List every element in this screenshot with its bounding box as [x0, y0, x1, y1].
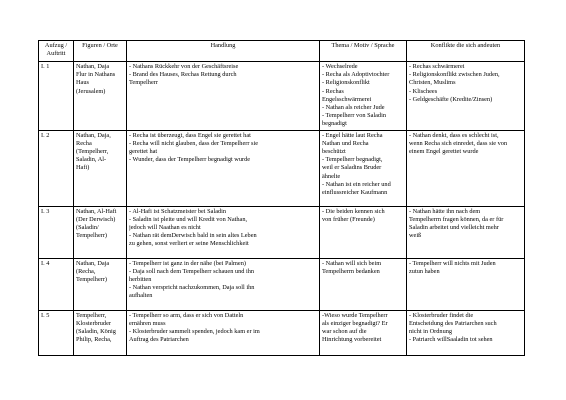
cell-line: - Recha ist überzeugt, dass Engel sie gerettet hat	[129, 131, 251, 139]
cell-line: Nathan und Recha	[322, 139, 369, 147]
cell-line: - Wunder, dass der Tempelherr begnadigt wurde	[129, 156, 251, 164]
cell-line: begnadigt	[322, 120, 347, 128]
scene-cell	[39, 310, 74, 355]
cell-line: - Klischees	[409, 87, 438, 95]
plot-cell	[127, 130, 320, 206]
cell-line: Nathan, Daja	[76, 63, 110, 70]
cell-line: herbitten	[129, 276, 152, 284]
cell-line: - Rechas schwärmerei	[409, 63, 465, 70]
figures-cell	[74, 206, 127, 258]
figures-cell	[74, 258, 127, 310]
cell-line: war schon auf die	[322, 328, 367, 336]
cell-line: Hinrichtung vorbereitet	[322, 336, 382, 344]
cell-line: - Die beiden kennen sich	[322, 207, 385, 215]
cell-line: gerettet hat	[129, 148, 158, 156]
cell-line: (Der Derwisch)	[76, 215, 116, 223]
cell-line: (Saladin/	[76, 224, 99, 232]
cell-line: Flur in Nathans	[76, 71, 116, 79]
plot-cell	[127, 258, 320, 310]
cell-line: Tempelherr)	[76, 232, 108, 240]
scene-cell	[39, 206, 74, 258]
header-aufzug: Aufzug / Auftritt	[39, 41, 74, 62]
cell-line: aufhalten	[129, 292, 153, 300]
table-row	[39, 206, 525, 258]
cell-line: I. 4	[41, 259, 50, 267]
cell-line: (Jerusalem)	[76, 87, 106, 95]
cell-line: beschützt	[322, 148, 346, 156]
cell-line: - Recha als Adoptivtochter	[322, 71, 390, 79]
cell-line: Tempelherr	[129, 79, 158, 87]
cell-line: - Geldgeschäfte (Kredite/Zinsen)	[409, 95, 493, 103]
theme-cell	[320, 258, 407, 310]
cell-line: - Engel hätte laut Recha	[322, 131, 383, 139]
cell-line: jedoch will Naathan es nicht	[129, 224, 201, 232]
cell-line: I. 3	[41, 207, 50, 215]
cell-line: - Nathan als reicher Jude	[322, 104, 385, 112]
cell-line: Tempelherrn bedanken	[322, 267, 380, 275]
cell-line: - Patriarch willSaaladin tot sehen	[409, 336, 493, 344]
cell-line: - Brand des Hauses, Rechas Rettung durch	[129, 71, 237, 79]
cell-line: zu gehen, sonst verliert er seine Menschlichkeit	[129, 240, 249, 248]
cell-line: (Tempelherr,	[76, 148, 109, 156]
scene-cell	[39, 62, 74, 131]
cell-line: ähnelte	[322, 172, 341, 180]
figures-cell	[74, 130, 127, 206]
cell-line: - Religionskonflikt zwischen Juden,	[409, 71, 500, 79]
cell-line: - Al-Hafi ist Schatzmeister bei Saladin	[129, 207, 227, 215]
cell-line: - Tempelherr will nichts mit Juden	[409, 259, 496, 267]
plot-cell	[127, 206, 320, 258]
scene-cell	[39, 258, 74, 310]
cell-line: Tempelherrn fragen können, da er für	[409, 215, 504, 223]
cell-line: - Klosterbruder sammelt spenden, jedoch kam er im	[129, 328, 260, 336]
cell-line: Nathan, Daja	[76, 259, 110, 267]
cell-line: Auftrag des Patriarchen	[129, 336, 189, 344]
scene-analysis-table	[38, 40, 525, 356]
cell-line: einem Engel gerettet wurde	[409, 148, 479, 156]
cell-line: - Religionskonflikt	[322, 79, 370, 87]
conflict-cell	[407, 258, 525, 310]
cell-line: - Daja soll nach dem Tempelherr schauen und ihn	[129, 267, 254, 275]
cell-line: - Nathan denkt, dass es schlecht ist,	[409, 131, 499, 139]
cell-line: I. 5	[41, 311, 50, 319]
header-thema: Thema / Motiv / Sprache	[320, 41, 407, 62]
cell-line: - Tempelherr so arm, dass er sich von Datteln	[129, 311, 244, 319]
cell-line: Tempelherr,	[76, 311, 107, 319]
figures-cell	[74, 310, 127, 355]
cell-line: Entscheidung des Patriarchen such	[409, 319, 497, 327]
cell-line: I. 2	[41, 131, 50, 139]
header-handlung: Handlung	[127, 41, 320, 62]
conflict-cell	[407, 206, 525, 258]
cell-line: - Nathan rät demDerwisch bald in sein altes Leben	[129, 232, 257, 240]
cell-line: - Tempelherr begnadigt,	[322, 156, 383, 164]
theme-cell	[320, 206, 407, 258]
conflict-cell	[407, 310, 525, 355]
cell-line: weiß	[409, 232, 422, 240]
cell-line: Engelsschwärmerei	[322, 95, 372, 103]
cell-line: Christen, Muslims	[409, 79, 456, 87]
conflict-cell	[407, 62, 525, 131]
scene-cell	[39, 130, 74, 206]
plot-cell	[127, 310, 320, 355]
cell-line: Haus	[76, 79, 89, 87]
cell-line: Saladin, Al-	[76, 156, 107, 164]
table-row	[39, 62, 525, 131]
cell-line: Recha	[76, 139, 92, 147]
plot-cell	[127, 62, 320, 131]
cell-line: (Recha,	[76, 267, 96, 275]
header-konflikte: Konflikte die sich andeuten	[407, 41, 525, 62]
table-header-row	[39, 41, 525, 62]
cell-line: - Nathan verspricht nachzukommen, Daja soll ihn	[129, 284, 255, 292]
cell-line: - Nathans Rückkehr von der Geschäftsreise	[129, 63, 239, 70]
conflict-cell	[407, 130, 525, 206]
cell-line: Philip, Recha,	[76, 336, 112, 344]
cell-line: wenn Recha sich einredet, dass sie von	[409, 139, 508, 147]
theme-cell	[320, 130, 407, 206]
header-figuren: Figuren / Orte	[74, 41, 127, 62]
cell-line: - Saladin ist pleite und will Kredit von Nathan,	[129, 215, 248, 223]
cell-line: - Tempelherr ist ganz in der nähe (bei Palmen)	[129, 259, 246, 267]
theme-cell	[320, 62, 407, 131]
cell-line: Nathan, Daja,	[76, 131, 111, 139]
table-row	[39, 310, 525, 355]
cell-line: Hafi)	[76, 164, 90, 172]
cell-line: zutun haben	[409, 267, 440, 275]
figures-cell	[74, 62, 127, 131]
cell-line: Saladin arbeitet und vielleicht mehr	[409, 224, 499, 232]
cell-line: - Rechas	[322, 87, 344, 95]
cell-line: -Wieso wurde Tempelherr	[322, 311, 388, 319]
cell-line: nicht in Ordnung	[409, 328, 453, 336]
cell-line: einflussreicher Kaufmann	[322, 189, 388, 197]
cell-line: weil er Saladins Bruder	[322, 164, 382, 172]
theme-cell	[320, 310, 407, 355]
cell-line: Tempelherr)	[76, 276, 108, 284]
cell-line: Klosterbruder	[76, 319, 111, 327]
cell-line: - Nathan will sich beim	[322, 259, 382, 267]
table-row	[39, 258, 525, 310]
cell-line: als einziger begnadigt? Er	[322, 319, 388, 327]
table-row	[39, 130, 525, 206]
cell-line: (Saladin, König	[76, 328, 116, 336]
cell-line: I. 1	[41, 63, 50, 70]
cell-line: Nathan, Al-Hafi	[76, 207, 117, 215]
cell-line: - Klosterbruder findet die	[409, 311, 474, 319]
cell-line: - Recha will nicht glauben, dass der Tempelherr sie	[129, 139, 259, 147]
cell-line: ernähren muss	[129, 319, 166, 327]
cell-line: - Tempelherr von Saladin	[322, 112, 386, 120]
cell-line: - Wechselrede	[322, 63, 358, 70]
cell-line: - Nathan ist ein reicher und	[322, 180, 391, 188]
cell-line: - Nathan hätte ihn nach dem	[409, 207, 481, 215]
cell-line: von früher (Freunde)	[322, 215, 375, 223]
